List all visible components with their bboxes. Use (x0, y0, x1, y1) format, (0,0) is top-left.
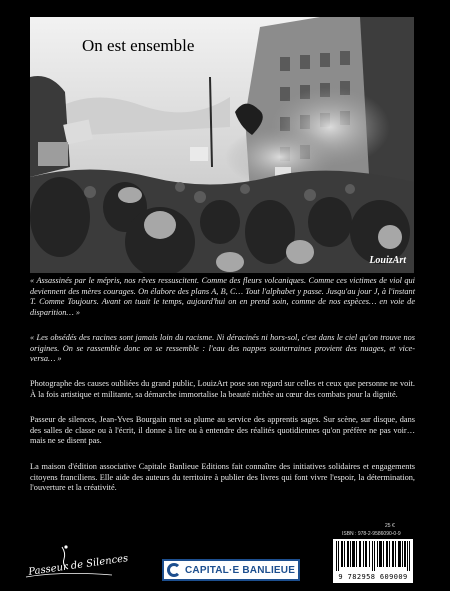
capital-banlieue-icon (167, 563, 181, 577)
photographer-signature: LouizArt (369, 255, 406, 266)
capital-banlieue-text: CAPITAL·E BANLIEUE (185, 564, 296, 576)
barcode (333, 539, 413, 583)
barcode-bars (336, 541, 410, 571)
isbn: ISBN : 978-2-9586090-0-9 (342, 531, 401, 537)
quote-paragraph-1: « Assassinés par le mépris, nos rêves ressuscitent. Comme des fleurs volcaniques. Comme ces victimes de viol qui deviennent des mères courages. On élabore des plans A, B, C… Tout l'alphabet y passe. Jusqu'au jour J, à l'instant T. Comme Toujours. Avant on tuait le temps, aujourd'hui on en prend soin, comme de nos espèces… en voie de disparition… » (30, 276, 415, 317)
author-bio: Passeur de silences, Jean-Yves Bourgain met sa plume au service des apprentis sages. Sur scène, sur disque, dans des salles de classe ou à l'écrit, il donne à lire ou à entendre des réalités quotidiennes qu'on préfère ne pas voir… mais ne se disent pas. (30, 415, 415, 446)
passeur-de-silences-logo (22, 543, 129, 583)
photo-title: On est ensemble (82, 36, 195, 55)
cover-photo (30, 17, 414, 273)
photographer-bio: Photographe des causes oubliées du grand public, LouizArt pose son regard sur celles et ceux que personne ne voit. À la fois artistique et militante, sa démarche immortalise la beauté nichée au cœur des combats pour la dignité. (30, 379, 415, 399)
quote-paragraph-2: « Les obsédés des racines sont jamais loin du racisme. Ni déracinés ni hors-sol, c'est dans le ciel qu'on trouve nos origines. On se rassemble donc on se ressemble : l'eau des nappes souterraines provient des nuages, et vice-versa… » (30, 333, 415, 364)
price: 25 € (385, 523, 395, 529)
publisher-description: La maison d'édition associative Capitale Banlieue Editions fait connaître des initiatives solidaires et engagements citoyens franciliens. Elle aide des auteurs du territoire à publier des livres qui font vivre l'espoir, la détermination, l'ouverture et la créativité. (30, 462, 415, 493)
capital-banlieue-logo (162, 559, 300, 581)
barcode-digits: 9 782958 609009 (338, 573, 408, 581)
passeur-logo-text: Passeur de Silences (27, 553, 129, 578)
